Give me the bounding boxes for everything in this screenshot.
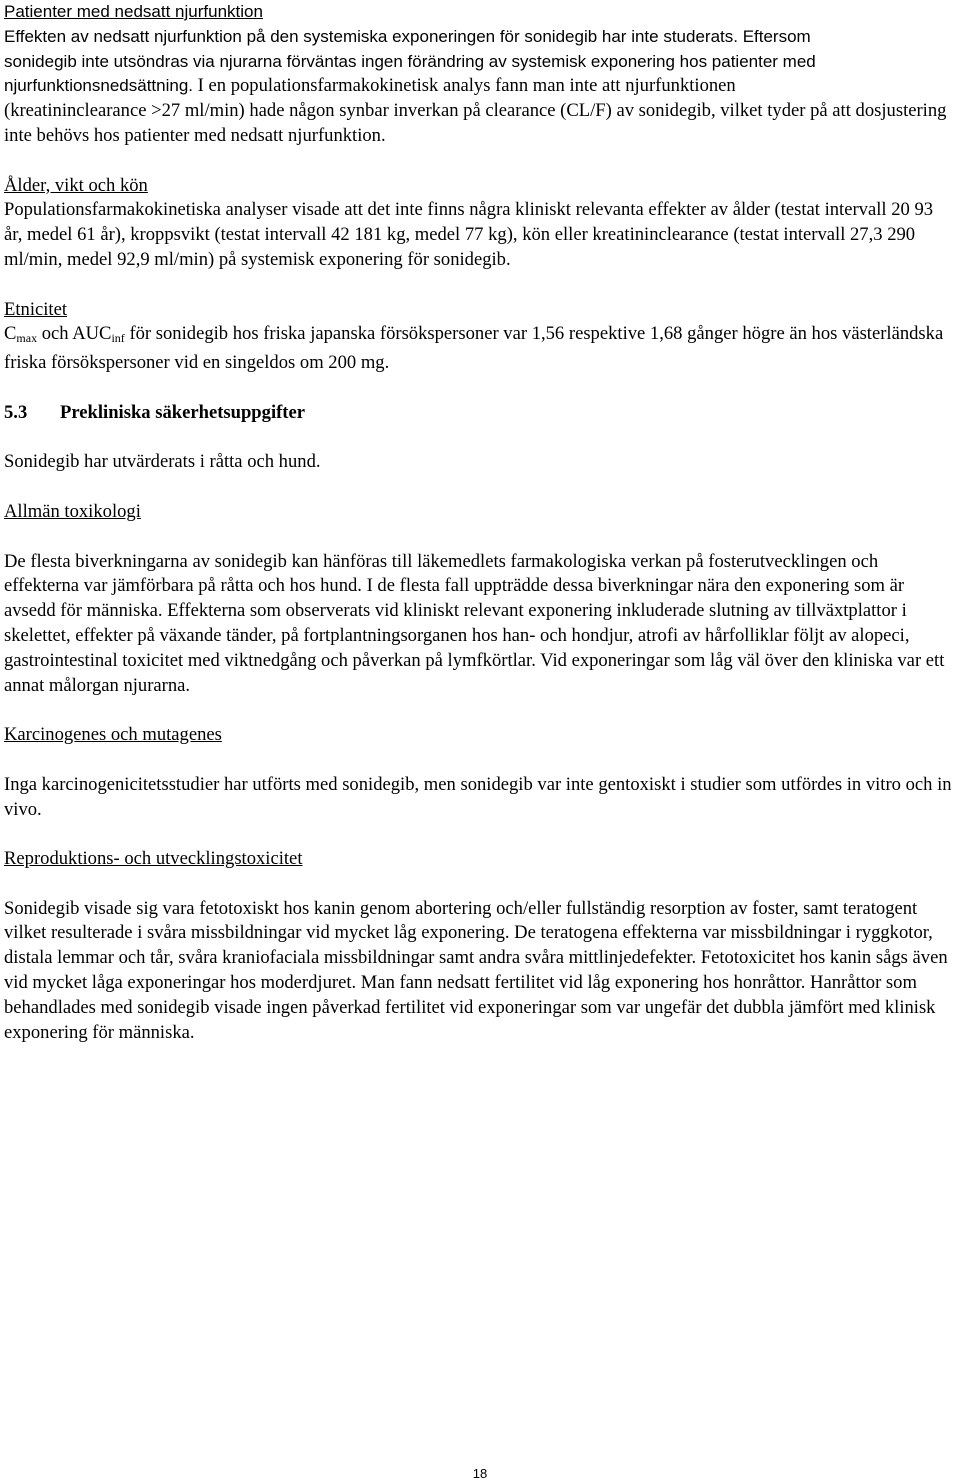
och-auc: och AUC: [37, 323, 112, 345]
renal-impairment-line-3-sans: njurfunktionsnedsättning.: [4, 76, 194, 96]
renal-impairment-rest: (kreatininclearance >27 ml/min) hade någon synbar inverkan på clearance (CL/F) av sonidegib, vilket tyder på att dosjustering inte behövs hos patienter med nedsatt njurfunktion.: [4, 100, 947, 146]
age-weight-sex-heading: Ålder, vikt och kön: [4, 174, 148, 196]
carcinogenesis-body: Inga karcinogenicitetsstudier har utförts med sonidegib, men sonidegib var inte gentoxiskt i studier som utfördes in vitro och in vivo.: [4, 773, 952, 820]
document-page: [4, 0, 956, 1045]
section-intro: Sonidegib har utvärderats i råtta och hund.: [4, 451, 321, 473]
section-heading-5-3: [4, 401, 956, 426]
page-number: 18: [472, 1466, 488, 1481]
renal-impairment-line-2: sonidegib inte utsöndras via njurarna förväntas ingen förändring av systemisk exponering hos patienter med: [4, 51, 816, 71]
renal-impairment-block: [4, 0, 956, 99]
renal-impairment-heading: Patienter med nedsatt njurfunktion: [4, 2, 263, 21]
ethnicity-text: för sonidegib hos friska japanska försökspersoner var 1,56 respektive 1,68 gånger högre än hos västerländska friska försökspersoner vid en singeldos om 200 mg.: [4, 323, 944, 374]
section-number: 5.3: [4, 401, 28, 423]
ethnicity-body: [4, 322, 956, 376]
ethnicity-block: [4, 298, 956, 376]
cmax-c: C: [4, 323, 17, 345]
ethnicity-heading: Etnicitet: [4, 298, 67, 320]
age-weight-sex-block: [4, 174, 956, 273]
renal-impairment-line-3-serif: I en populationsfarmakokinetisk analys fann man inte att njurfunktionen: [193, 75, 736, 97]
renal-impairment-line-1: Effekten av nedsatt njurfunktion på den systemiska exponeringen för sonidegib har inte studerats. Eftersom: [4, 26, 811, 46]
carcinogenesis-heading: Karcinogenes och mutagenes: [4, 724, 222, 746]
reproduction-heading: Reproduktions- och utvecklingstoxicitet: [4, 848, 303, 870]
toxicology-body: De flesta biverkningarna av sonidegib kan hänföras till läkemedlets farmakologiska verkan på fosterutvecklingen och effekterna var jämförbara på råtta och hos hund. I de flesta fall uppträdde dessa biverkningar nära den exponering som är avsedd för människa. Effekterna som observerats vid kliniskt relevant exponering inkluderade slutning av tillväxtplattor i skelettet, effekter på växande tänder, på fortplantningsorganen hos han- och hondjur, atrofi av hårfolliklar följt av alopeci, gastrointestinal toxicitet med viktnedgång och påverkan på lymfkörtlar. Vid exponeringar som låg väl över den kliniska var ett annat målorgan njurarna.: [4, 550, 945, 696]
renal-impairment-line-3: [4, 74, 956, 99]
auc-inf-subscript: inf: [111, 331, 125, 346]
age-weight-sex-body: Populationsfarmakokinetiska analyser visade att det inte finns några kliniskt relevanta effekter av ålder (testat intervall 20 93 år, medel 61 år), kroppsvikt (testat intervall 42 181 kg, medel 77 kg), kön eller kreatininclearance (testat intervall 27,3 290 ml/min, medel 92,9 ml/min) på systemisk exponering för sonidegib.: [4, 199, 934, 270]
section-title: Prekliniska säkerhetsuppgifter: [60, 401, 306, 423]
toxicology-heading: Allmän toxikologi: [4, 500, 141, 522]
cmax-subscript: max: [16, 331, 38, 346]
reproduction-body: Sonidegib visade sig vara fetotoxiskt hos kanin genom abortering och/eller fullständig resorption av foster, samt teratogent vilket resulterade i svåra missbildningar vid mycket låg exponering. De teratogena effekterna var missbildningar i ryggkotor, distala lemmar och tår, svåra kraniofaciala missbildningar samt andra svåra mittlinjedefekter. Fetotoxicitet hos kanin sågs även vid mycket låga exponeringar hos moderdjuret. Man fann nedsatt fertilitet vid låg exponering hos honråttor. Hanråttor som behandlades med sonidegib visade ingen påverkad fertilitet vid exponeringar som var ungefär det dubbla jämfört med klinisk exponering för människa.: [4, 897, 948, 1043]
